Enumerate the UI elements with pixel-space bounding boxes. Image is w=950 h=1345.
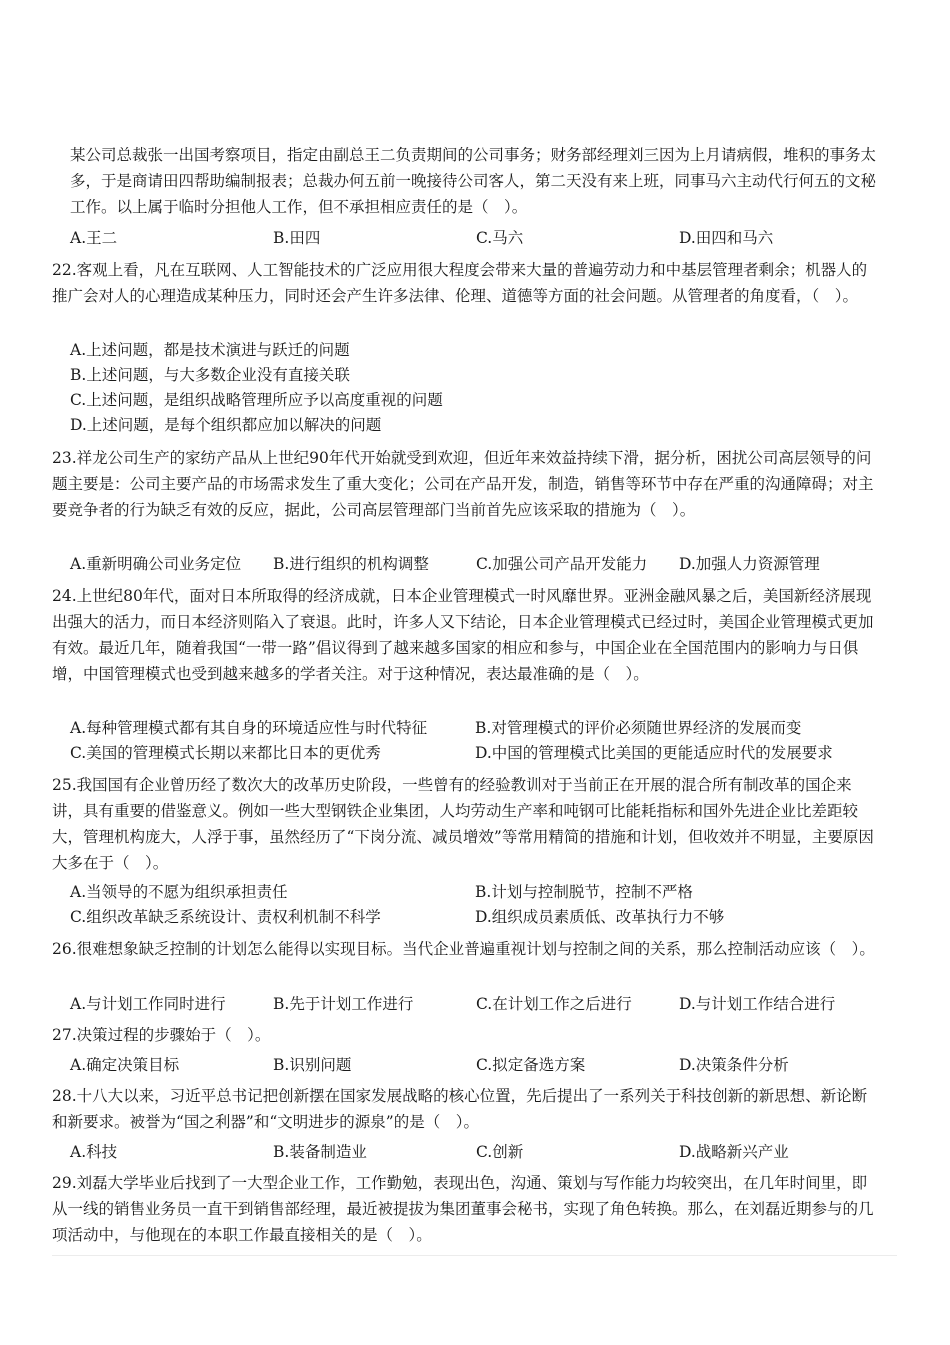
question-text: 很难想象缺乏控制的计划怎么能得以实现目标。当代企业普遍重视计划与控制之间的关系，那么控制活动应该（ ）。 xyxy=(76,940,875,958)
option-a: A.当领导的不愿为组织承担责任 xyxy=(70,883,288,901)
option-d: D.上述问题，是每个组织都应加以解决的问题 xyxy=(70,416,382,434)
question-28-options xyxy=(70,1140,880,1165)
option-c: C.加强公司产品开发能力 xyxy=(476,555,648,573)
question-number: 26. xyxy=(52,940,77,958)
question-25-options-row2 xyxy=(70,905,880,930)
question-23 xyxy=(52,445,882,523)
option-c: C.美国的管理模式长期以来都比日本的更优秀 xyxy=(70,744,381,762)
option-c: C.创新 xyxy=(476,1143,524,1161)
option-a: A.上述问题，都是技术演进与跃迁的问题 xyxy=(70,341,350,359)
option-b: B.装备制造业 xyxy=(273,1143,367,1161)
option-c: C.上述问题，是组织战略管理所应予以高度重视的问题 xyxy=(70,391,443,409)
option-a: A.科技 xyxy=(70,1143,118,1161)
option-a: A.重新明确公司业务定位 xyxy=(70,555,242,573)
question-text: 客观上看，凡在互联网、人工智能技术的广泛应用很大程度会带来大量的普遍劳动力和中基层管理者剩余；机器人的推广会对人的心理造成某种压力，同时还会产生许多法律、伦理、道德等方面的社会问题。从管理者的角度看，（ ）。 xyxy=(52,261,868,305)
option-b: B.对管理模式的评价必须随世界经济的发展而变 xyxy=(475,719,802,737)
question-number: 25. xyxy=(52,776,77,794)
option-b: B.田四 xyxy=(273,229,321,247)
question-text: 决策过程的步骤始于（ ）。 xyxy=(76,1026,271,1044)
option-c: C.组织改革缺乏系统设计、责权利机制不科学 xyxy=(70,908,381,926)
question-28 xyxy=(52,1083,882,1135)
question-number: 24. xyxy=(52,587,77,605)
question-text: 上世纪80年代，面对日本所取得的经济成就，日本企业管理模式一时风靡世界。亚洲金融风暴之后，美国新经济展现出强大的活力，而日本经济则陷入了衰退。此时，许多人又下结论，日本企业管理模式已经过时，美国企业管理模式更加有效。最近几年，随着我国“一带一路”倡议得到了越来越多国家的相应和参与，中国企业在全国范围内的影响力与日俱增，中国管理模式也受到越来越多的学者关注。对于这种情况，表达最准确的是（ ）。 xyxy=(52,587,874,683)
option-c: C.在计划工作之后进行 xyxy=(476,995,632,1013)
question-number: 29. xyxy=(52,1174,77,1192)
option-b: B.上述问题，与大多数企业没有直接关联 xyxy=(70,366,350,384)
option-b: B.进行组织的机构调整 xyxy=(273,555,429,573)
option-d: D.组织成员素质低、改革执行力不够 xyxy=(475,908,725,926)
question-23-options xyxy=(70,552,880,577)
question-26 xyxy=(52,936,882,962)
option-a: A.王二 xyxy=(70,229,118,247)
question-number: 23. xyxy=(52,449,77,467)
question-24 xyxy=(52,583,882,687)
question-text: 十八大以来，习近平总书记把创新摆在国家发展战略的核心位置，先后提出了一系列关于科技创新的新思想、新论断和新要求。被誉为“国之利器”和“文明进步的源泉”的是（ ）。 xyxy=(52,1087,868,1131)
option-d: D.决策条件分析 xyxy=(679,1056,789,1074)
option-a: A.每种管理模式都有其自身的环境适应性与时代特征 xyxy=(70,719,428,737)
question-21-options xyxy=(70,226,880,251)
option-d: D.战略新兴产业 xyxy=(679,1143,789,1161)
option-a: A.确定决策目标 xyxy=(70,1056,180,1074)
question-27 xyxy=(52,1022,882,1048)
question-22-options xyxy=(70,338,880,438)
question-25 xyxy=(52,772,882,876)
question-27-options xyxy=(70,1053,880,1078)
question-number: 22. xyxy=(52,261,77,279)
option-b: B.识别问题 xyxy=(273,1056,352,1074)
option-b: B.先于计划工作进行 xyxy=(273,995,414,1013)
option-c: C.拟定备选方案 xyxy=(476,1056,586,1074)
option-a: A.与计划工作同时进行 xyxy=(70,995,226,1013)
option-d: D.加强人力资源管理 xyxy=(679,555,820,573)
question-21-text: 某公司总裁张一出国考察项目，指定由副总王二负责期间的公司事务；财务部经理刘三因为上月请病假，堆积的事务太多，于是商请田四帮助编制报表；总裁办何五前一晚接待公司客人，第二天没有来上班，同事马六主动代行何五的文秘工作。以上属于临时分担他人工作，但不承担相应责任的是（ ）。 xyxy=(70,146,877,216)
option-b: B.计划与控制脱节，控制不严格 xyxy=(475,883,693,901)
page-divider xyxy=(52,1255,897,1256)
option-c: C.马六 xyxy=(476,229,524,247)
option-d: D.田四和马六 xyxy=(679,229,774,247)
option-d: D.中国的管理模式比美国的更能适应时代的发展要求 xyxy=(475,744,833,762)
question-text: 刘磊大学毕业后找到了一大型企业工作，工作勤勉，表现出色，沟通、策划与写作能力均较突出，在几年时间里，即从一线的销售业务员一直干到销售部经理，最近被提拔为集团董事会秘书，实现了角色转换。那么，在刘磊近期参与的几项活动中，与他现在的本职工作最直接相关的是（ ）。 xyxy=(52,1174,874,1244)
question-number: 27. xyxy=(52,1026,77,1044)
question-29 xyxy=(52,1170,882,1248)
question-25-options-row1 xyxy=(70,880,880,905)
question-22 xyxy=(52,257,882,309)
question-text: 祥龙公司生产的家纺产品从上世纪90年代开始就受到欢迎，但近年来效益持续下滑，据分析，困扰公司高层领导的问题主要是：公司主要产品的市场需求发生了重大变化；公司在产品开发，制造，销售等环节中存在严重的沟通障碍；对主要竞争者的行为缺乏有效的反应，据此，公司高层管理部门当前首先应该采取的措施为（ ）。 xyxy=(52,449,874,519)
question-26-options xyxy=(70,992,880,1017)
question-text: 我国国有企业曾历经了数次大的改革历史阶段，一些曾有的经验教训对于当前正在开展的混合所有制改革的国企来讲，具有重要的借鉴意义。例如一些大型钢铁企业集团，人均劳动生产率和吨钢可比能耗指标和国外先进企业比差距较大，管理机构庞大，人浮于事，虽然经历了“下岗分流、减员增效”等常用精简的措施和计划，但收效并不明显，主要原因大多在于（ ）。 xyxy=(52,776,874,872)
question-number: 28. xyxy=(52,1087,77,1105)
question-24-options-row1 xyxy=(70,716,880,741)
option-d: D.与计划工作结合进行 xyxy=(679,995,836,1013)
question-24-options-row2 xyxy=(70,741,880,766)
